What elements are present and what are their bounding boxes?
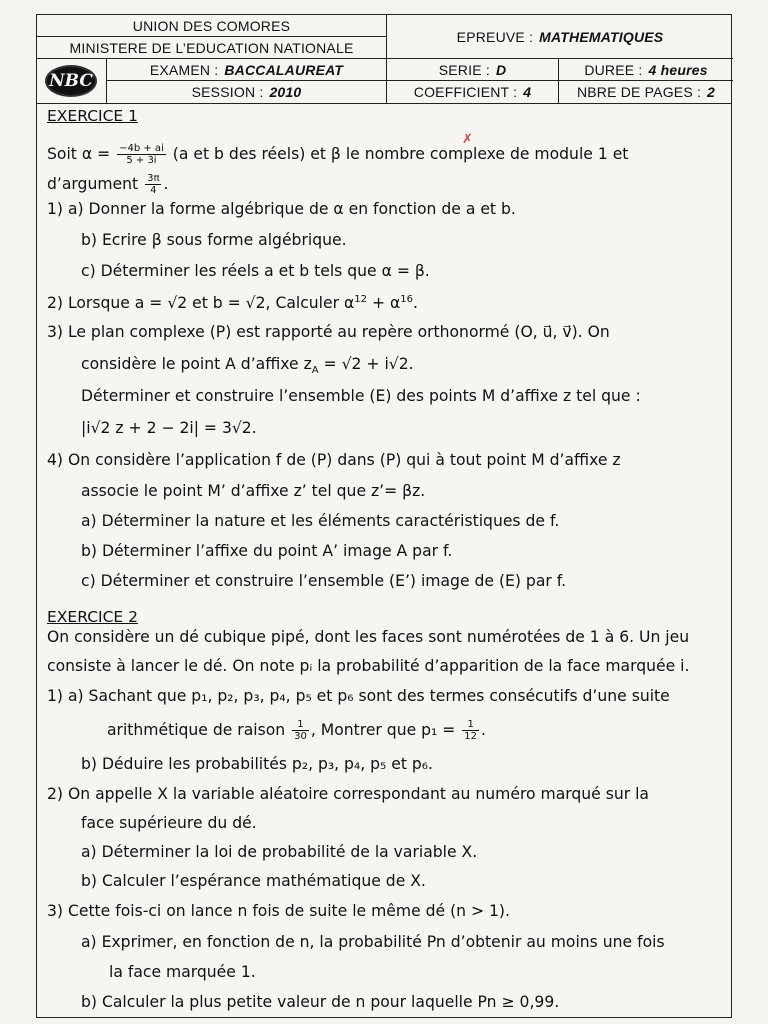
- epreuve-value: MATHEMATIQUES: [539, 28, 664, 45]
- coefficient-label: COEFFICIENT :: [413, 84, 518, 100]
- ex2-l2: consiste à lancer le dé. On note pᵢ la probabilité d’apparition de la face marquée i.: [47, 657, 690, 675]
- reason-fraction: [292, 719, 309, 742]
- alpha-denominator: 5 + 3i: [126, 155, 157, 166]
- exercise-1-title: EXERCICE 1: [47, 107, 139, 125]
- ex1-q2: 2) Lorsque a = √2 et b = √2, Calculer $\alpha^{12} + \alpha^{16}$.: [47, 294, 418, 313]
- ex2-q2b: face supérieure du dé.: [81, 814, 257, 832]
- ex2-l1: On considère un dé cubique pipé, dont les faces sont numérotées de 1 à 6. Un jeu: [47, 628, 690, 646]
- serie-label: SERIE :: [438, 61, 490, 78]
- ex1-q1c: c) Déterminer les réels a et b tels que α = β.: [81, 262, 430, 280]
- ex2-q1a-2: arithmétique de raison $\frac{1}{30}$ , Montrer que p₁ = $\frac{1}{12}$ .: [107, 719, 486, 742]
- exam-value: BACCALAUREAT: [224, 61, 344, 78]
- ex2-q2a: 2) On appelle X la variable aléatoire correspondant au numéro marqué sur la: [47, 785, 649, 803]
- ex1-q3d: |i√2 z + 2 − 2i| = 3√2.: [81, 419, 257, 437]
- ex2-q1a: 1) a) Sachant que p₁, p₂, p₃, p₄, p₅ et p₆ sont des termes consécutifs d’une suite: [47, 687, 670, 705]
- ex1-intro-a: Soit α =: [47, 145, 116, 163]
- serie-value: D: [495, 61, 507, 78]
- ministry-cell: [37, 37, 387, 59]
- exam-label: EXAMEN :: [149, 61, 219, 78]
- session-label: SESSION :: [191, 84, 264, 100]
- ex1-q3b-b: = √2 + i√2.: [318, 355, 414, 373]
- epreuve-cell: [387, 15, 733, 59]
- ex1-q2-exp2: 16: [400, 294, 413, 305]
- ex2-q1a3: , Montrer que p₁ =: [310, 721, 461, 739]
- ex2-q1a2: arithmétique de raison: [107, 721, 291, 739]
- ex1-q3a: 3) Le plan complexe (P) est rapporté au repère orthonormé (O, u⃗, v⃗). On: [47, 323, 610, 341]
- pages-label: NBRE DE PAGES :: [576, 84, 702, 100]
- reason-denominator: 30: [294, 731, 307, 742]
- duree-label: DUREE :: [584, 61, 643, 78]
- ex1-intro-b: (a et b des réels) et β le nombre complexe de module 1 et: [167, 145, 629, 163]
- ex1-q2-b: + α: [367, 294, 401, 313]
- logo: [45, 65, 97, 97]
- ex2-q2d: b) Calculer l’espérance mathématique de X.: [81, 872, 426, 890]
- ex1-intro: [47, 143, 628, 166]
- duree-cell: [559, 59, 733, 81]
- country-text: UNION DES COMORES: [132, 17, 291, 34]
- ex2-q1b: b) Déduire les probabilités p₂, p₃, p₄, p₅ et p₆.: [81, 755, 433, 773]
- ex1-q2-a: 2) Lorsque a = √2 et b = √2, Calculer α: [47, 294, 355, 313]
- ex2-q3b: a) Exprimer, en fonction de n, la probabilité Pn d’obtenir au moins une fois: [81, 933, 665, 951]
- pen-mark: ✗: [462, 132, 473, 147]
- coefficient-cell: [387, 81, 559, 103]
- ex1-q3b-sub: A: [311, 365, 319, 377]
- exam-header: [37, 15, 731, 104]
- ex1-q2-exp1: 12: [354, 294, 367, 305]
- ex1-q3c: Déterminer et construire l’ensemble (E) des points M d’affixe z tel que :: [81, 387, 641, 405]
- ex2-q3a: 3) Cette fois-ci on lance n fois de suite le même dé (n > 1).: [47, 902, 510, 920]
- ex1-q3b-a: considère le point A d’affixe z: [81, 355, 312, 373]
- country-cell: [37, 15, 387, 37]
- ex1-q3b: [81, 357, 414, 376]
- ex2-q3c: la face marquée 1.: [109, 963, 256, 981]
- ex2-q3d: b) Calculer la plus petite valeur de n pour laquelle Pn ≥ 0,99.: [81, 993, 560, 1011]
- ex1-q4d: b) Déterminer l’affixe du point A’ image A par f.: [81, 542, 453, 560]
- ex1-argument: d’argument $\frac{3\pi}{4}$ .: [47, 173, 169, 196]
- session-cell: [107, 81, 387, 103]
- ex1-q4c: a) Déterminer la nature et les éléments caractéristiques de f.: [81, 512, 560, 530]
- session-value: 2010: [269, 84, 302, 100]
- epreuve-label: EPREUVE :: [456, 28, 534, 45]
- argument-denominator: 4: [150, 185, 157, 196]
- pages-cell: [559, 81, 733, 103]
- serie-cell: [387, 59, 559, 81]
- exam-page: [36, 14, 732, 1018]
- ex1-q4a: 4) On considère l’application f de (P) dans (P) qui à tout point M d’affixe z: [47, 451, 621, 469]
- alpha-fraction: [117, 143, 166, 166]
- duree-value: 4 heures: [648, 61, 708, 78]
- p1-fraction: [462, 719, 479, 742]
- ex1-q4b: associe le point M’ d’affixe z’ tel que z’= βz.: [81, 482, 426, 500]
- ex1-q1b: b) Ecrire β sous forme algébrique.: [81, 231, 347, 249]
- p1-numerator: 1: [462, 719, 479, 731]
- pages-value: 2: [707, 84, 716, 100]
- exercise-2-title: EXERCICE 2: [47, 608, 139, 626]
- coefficient-value: 4: [523, 84, 532, 100]
- alpha-numerator: −4b + ai: [119, 143, 164, 154]
- exam-cell: [107, 59, 387, 81]
- ex1-intro-c: d’argument: [47, 175, 144, 193]
- ex1-q1a: 1) a) Donner la forme algébrique de α en fonction de a et b.: [47, 200, 516, 218]
- ex2-q2c: a) Déterminer la loi de probabilité de la variable X.: [81, 843, 478, 861]
- p1-denominator: 12: [464, 731, 477, 742]
- argument-numerator: 3π: [147, 173, 160, 184]
- argument-fraction: [145, 173, 161, 196]
- ministry-text: MINISTERE DE L’EDUCATION NATIONALE: [69, 39, 354, 56]
- logo-text: NBC: [49, 71, 93, 91]
- reason-numerator: 1: [292, 719, 309, 731]
- ex1-q4e: c) Déterminer et construire l’ensemble (E’) image de (E) par f.: [81, 572, 567, 590]
